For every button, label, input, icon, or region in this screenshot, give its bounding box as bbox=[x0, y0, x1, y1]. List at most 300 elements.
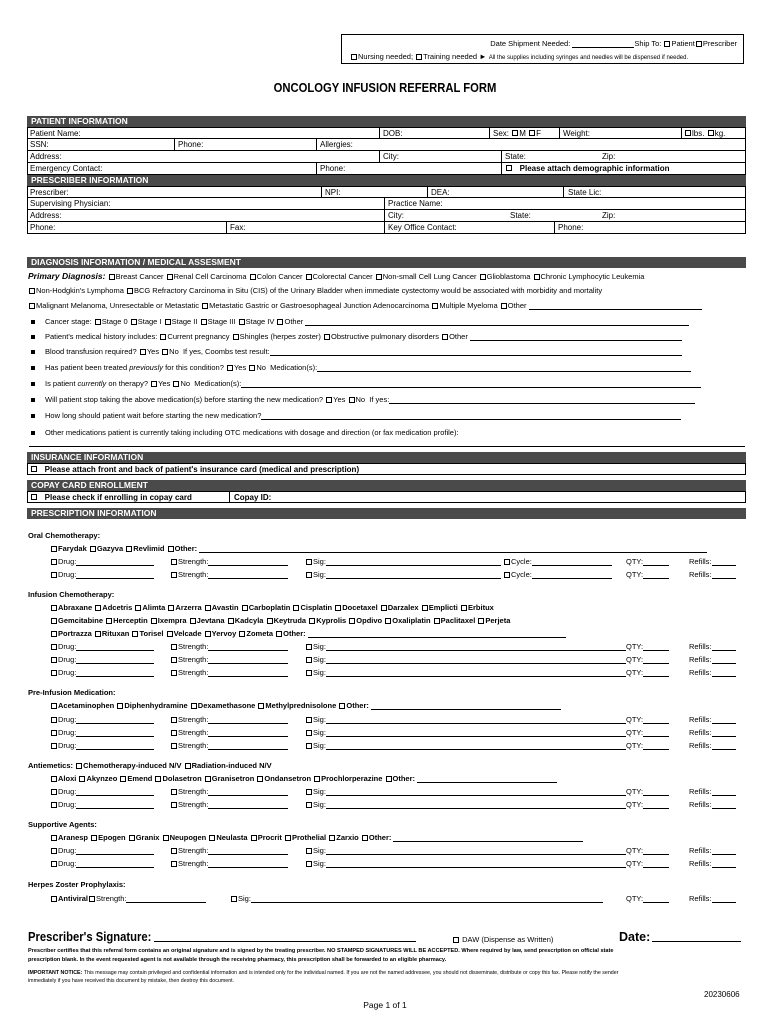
npi-label: NPI: bbox=[325, 188, 341, 197]
oral-2-sig-field[interactable] bbox=[326, 570, 501, 579]
history-label-0: Current pregnancy bbox=[167, 332, 230, 341]
shipment-line-1 bbox=[490, 39, 737, 48]
supp-2-strength: Strength: bbox=[170, 859, 288, 868]
pre-label-2: Dexamethasone bbox=[197, 701, 256, 710]
oral-2-strength-checkbox[interactable] bbox=[171, 572, 177, 578]
pre-1-drug-field[interactable] bbox=[76, 715, 154, 724]
infusion1-checkbox-5[interactable] bbox=[242, 605, 248, 611]
infusion-2-drug-checkbox[interactable] bbox=[51, 657, 57, 663]
oral-1-drug-field[interactable] bbox=[76, 557, 154, 566]
sex-field: Sex: M F bbox=[493, 129, 542, 138]
oral-other-checkbox[interactable] bbox=[168, 546, 174, 552]
infusion3-checkbox-1[interactable] bbox=[95, 631, 101, 637]
history-label-1: Shingles (herpes zoster) bbox=[239, 332, 321, 341]
oral-other-field[interactable] bbox=[199, 544, 707, 553]
key-contact-phone-label: Phone: bbox=[558, 223, 584, 232]
transfusion-no-checkbox[interactable] bbox=[162, 349, 168, 355]
prev-medications-field[interactable] bbox=[317, 363, 691, 372]
supp-1-strength-field[interactable] bbox=[208, 846, 288, 855]
date-field[interactable] bbox=[652, 941, 741, 942]
dx1-checkbox-3[interactable] bbox=[306, 274, 312, 280]
oral-2-strength-field[interactable] bbox=[208, 570, 288, 579]
supp-2-qty-field[interactable] bbox=[643, 859, 669, 868]
infusion-1-refills-field[interactable] bbox=[712, 642, 736, 651]
wait-field[interactable] bbox=[261, 411, 681, 420]
daw-checkbox[interactable] bbox=[453, 937, 459, 943]
dx1-checkbox-6[interactable] bbox=[534, 274, 540, 280]
pre-2-sig-checkbox[interactable] bbox=[306, 730, 312, 736]
nursing-checkbox[interactable] bbox=[351, 54, 357, 60]
oral-2-drug-field[interactable] bbox=[76, 570, 154, 579]
supp-checkbox-6[interactable] bbox=[285, 835, 291, 841]
infusion-2-sig-field[interactable] bbox=[326, 655, 626, 664]
supp-2-strength-checkbox[interactable] bbox=[171, 861, 177, 867]
pre-2-strength-field[interactable] bbox=[208, 728, 288, 737]
supp-2-strength-field[interactable] bbox=[208, 859, 288, 868]
supp-1-strength-checkbox[interactable] bbox=[171, 848, 177, 854]
herpes-title: Herpes Zoster Prophylaxis: bbox=[28, 880, 126, 889]
pre-1-qty-field[interactable] bbox=[643, 715, 669, 724]
supp-1-drug: Drug: bbox=[50, 846, 154, 855]
prev-yes-checkbox[interactable] bbox=[227, 365, 233, 371]
anti-1-strength-checkbox[interactable] bbox=[171, 789, 177, 795]
oral-1-cycle-field[interactable] bbox=[532, 557, 612, 566]
supp-2-drug-field[interactable] bbox=[76, 859, 154, 868]
anti-2-qty-field[interactable] bbox=[643, 800, 669, 809]
pre-other-field[interactable] bbox=[371, 701, 561, 710]
supp-1-sig: Sig: bbox=[305, 846, 626, 855]
supp-checkbox-5[interactable] bbox=[251, 835, 257, 841]
infusion3-checkbox-4[interactable] bbox=[205, 631, 211, 637]
pre-checkbox-0[interactable] bbox=[51, 703, 57, 709]
infusion-3-strength-checkbox[interactable] bbox=[171, 670, 177, 676]
patient-row-4 bbox=[27, 163, 746, 175]
lbs-checkbox[interactable] bbox=[685, 130, 691, 136]
herpes-qty-field[interactable] bbox=[643, 894, 669, 903]
pre-3-sig: Sig: bbox=[305, 741, 626, 750]
copay-header: COPAY CARD ENROLLMENT bbox=[27, 480, 746, 491]
anti-1-strength-field[interactable] bbox=[208, 787, 288, 796]
stop-if-yes-field[interactable] bbox=[389, 395, 695, 404]
diagnosis-other-field[interactable] bbox=[529, 301, 702, 310]
history-label-2: Obstructive pulmonary disorders bbox=[331, 332, 439, 341]
anti-2-drug-checkbox[interactable] bbox=[51, 802, 57, 808]
anti-1-sig-checkbox[interactable] bbox=[306, 789, 312, 795]
ssn-label: SSN: bbox=[30, 140, 49, 149]
infusion3-label-4: Yervoy bbox=[211, 629, 237, 638]
stage-checkbox-5[interactable] bbox=[277, 319, 283, 325]
weight-unit: lbs. kg. bbox=[684, 128, 725, 139]
oral-1-refills-field[interactable] bbox=[712, 557, 736, 566]
infusion2-checkbox-4[interactable] bbox=[228, 618, 234, 624]
kg-checkbox[interactable] bbox=[708, 130, 714, 136]
copay-id-label: Copay ID: bbox=[234, 493, 272, 502]
oral-2-cycle: Cycle: bbox=[503, 570, 612, 579]
supp-2-refills-field[interactable] bbox=[712, 859, 736, 868]
pre-checkbox-3[interactable] bbox=[258, 703, 264, 709]
attach-insurance-checkbox[interactable] bbox=[31, 466, 37, 472]
infusion-3-drug-checkbox[interactable] bbox=[51, 670, 57, 676]
infusion1-checkbox-10[interactable] bbox=[461, 605, 467, 611]
supp-other-field[interactable] bbox=[393, 833, 583, 842]
stage-checkbox-0[interactable] bbox=[95, 319, 101, 325]
coombs-field[interactable] bbox=[270, 347, 682, 356]
history-label-3: Other bbox=[449, 332, 468, 341]
history-checkbox-1[interactable] bbox=[233, 334, 239, 340]
pre-1-qty: QTY: bbox=[626, 715, 669, 724]
anti-other-field[interactable] bbox=[417, 774, 557, 783]
pre-1-strength-checkbox[interactable] bbox=[171, 717, 177, 723]
transfusion-row: Blood transfusion required? Yes No If yes, Coombs test result: bbox=[31, 347, 682, 356]
pre-other-checkbox[interactable] bbox=[339, 703, 345, 709]
pre-1-strength: Strength: bbox=[170, 715, 288, 724]
current-yes-checkbox[interactable] bbox=[151, 381, 157, 387]
pre-2-qty-field[interactable] bbox=[643, 728, 669, 737]
infusion1-checkbox-8[interactable] bbox=[381, 605, 387, 611]
dx1-label-5: Glioblastoma bbox=[486, 272, 531, 281]
supp-checkbox-3[interactable] bbox=[163, 835, 169, 841]
infusion-3-sig-field[interactable] bbox=[326, 668, 626, 677]
oral-1-strength-field[interactable] bbox=[208, 557, 288, 566]
infusion-3-drug-field[interactable] bbox=[76, 668, 154, 677]
supp-other-checkbox[interactable] bbox=[362, 835, 368, 841]
infusion-3-drug: Drug: bbox=[50, 668, 154, 677]
supp-2-refills: Refills: bbox=[689, 859, 736, 868]
infusion1-label-7: Docetaxel bbox=[342, 603, 378, 612]
prescriber-label: Prescriber: bbox=[30, 188, 69, 197]
copay-checkbox[interactable] bbox=[31, 494, 37, 500]
infusion-2-qty-field[interactable] bbox=[643, 655, 669, 664]
weight-label: Weight: bbox=[563, 129, 590, 138]
pre-3-strength-field[interactable] bbox=[208, 741, 288, 750]
infusion-1-strength-field[interactable] bbox=[208, 642, 288, 651]
pre-3-strength-checkbox[interactable] bbox=[171, 743, 177, 749]
pre-1-drug-checkbox[interactable] bbox=[51, 717, 57, 723]
infusion-1-sig: Sig: bbox=[305, 642, 626, 651]
infusion1-checkbox-0[interactable] bbox=[51, 605, 57, 611]
infusion-1-strength-checkbox[interactable] bbox=[171, 644, 177, 650]
dx1-checkbox-4[interactable] bbox=[376, 274, 382, 280]
anti-1-refills-field[interactable] bbox=[712, 787, 736, 796]
pre-1-strength-field[interactable] bbox=[208, 715, 288, 724]
infusion-3-qty: QTY: bbox=[626, 668, 669, 677]
transfusion-yes-checkbox[interactable] bbox=[140, 349, 146, 355]
pre-1-sig-checkbox[interactable] bbox=[306, 717, 312, 723]
oral-1-sig-field[interactable] bbox=[326, 557, 501, 566]
pre-1-drug: Drug: bbox=[50, 715, 154, 724]
supp-checkbox-1[interactable] bbox=[91, 835, 97, 841]
infusion-2-sig-checkbox[interactable] bbox=[306, 657, 312, 663]
infusion1-checkbox-3[interactable] bbox=[168, 605, 174, 611]
supp-1-drug-checkbox[interactable] bbox=[51, 848, 57, 854]
anti-1-drug-checkbox[interactable] bbox=[51, 789, 57, 795]
dx1-checkbox-5[interactable] bbox=[480, 274, 486, 280]
herpes-strength-field[interactable] bbox=[126, 894, 206, 903]
dx3-label-2: Multiple Myeloma bbox=[439, 301, 498, 310]
current-no-checkbox[interactable] bbox=[173, 381, 179, 387]
shipment-box bbox=[341, 34, 744, 64]
anti-2-strength-checkbox[interactable] bbox=[171, 802, 177, 808]
patient-row-1 bbox=[27, 127, 746, 139]
infusion1-checkbox-9[interactable] bbox=[422, 605, 428, 611]
oral-2-qty-field[interactable] bbox=[643, 570, 669, 579]
herpes-refills-field[interactable] bbox=[712, 894, 736, 903]
pre-3-drug-checkbox[interactable] bbox=[51, 743, 57, 749]
dx1-checkbox-2[interactable] bbox=[250, 274, 256, 280]
oral-1-drug: Drug: bbox=[50, 557, 154, 566]
supp-1-sig-field[interactable] bbox=[326, 846, 626, 855]
infusion2-checkbox-10[interactable] bbox=[478, 618, 484, 624]
infusion2-label-0: Gemcitabine bbox=[58, 616, 104, 625]
pre-3-sig-checkbox[interactable] bbox=[306, 743, 312, 749]
history-checkbox-3[interactable] bbox=[442, 334, 448, 340]
oral-checkbox-2[interactable] bbox=[126, 546, 132, 552]
supportive-title: Supportive Agents: bbox=[28, 820, 97, 829]
anti-other-checkbox[interactable] bbox=[386, 776, 392, 782]
nursing-label: Nursing needed; bbox=[358, 52, 416, 61]
date-shipment-label: Date Shipment Needed: bbox=[490, 39, 573, 48]
herpes-sig-field[interactable] bbox=[251, 894, 603, 903]
infusion1-checkbox-1[interactable] bbox=[95, 605, 101, 611]
signature-field[interactable] bbox=[154, 941, 416, 942]
infusion2-checkbox-3[interactable] bbox=[190, 618, 196, 624]
sex-f-checkbox[interactable] bbox=[529, 130, 535, 136]
anti-1-qty-field[interactable] bbox=[643, 787, 669, 796]
history-other-field[interactable] bbox=[470, 332, 682, 341]
copay-enroll: Please check if enrolling in copay card bbox=[30, 492, 192, 503]
infusion2-checkbox-8[interactable] bbox=[385, 618, 391, 624]
oral-1-strength-checkbox[interactable] bbox=[171, 559, 177, 565]
pre-3-sig-field[interactable] bbox=[326, 741, 626, 750]
infusion3-checkbox-2[interactable] bbox=[132, 631, 138, 637]
supp-2-sig-checkbox[interactable] bbox=[306, 861, 312, 867]
infusion1-label-1: Adcetris bbox=[102, 603, 133, 612]
prescriber-fax-label: Fax: bbox=[230, 223, 246, 232]
ship-patient-checkbox[interactable] bbox=[664, 41, 670, 47]
oral-1-qty-field[interactable] bbox=[643, 557, 669, 566]
infusion-1-qty-field[interactable] bbox=[643, 642, 669, 651]
anti-checkbox-2[interactable] bbox=[120, 776, 126, 782]
infusion-2-qty: QTY: bbox=[626, 655, 669, 664]
herpes-sig-checkbox[interactable] bbox=[231, 896, 237, 902]
oral-checkbox-0[interactable] bbox=[51, 546, 57, 552]
attach-demographic-checkbox[interactable] bbox=[506, 165, 512, 171]
infusion2-checkbox-9[interactable] bbox=[434, 618, 440, 624]
supp-2-drug-checkbox[interactable] bbox=[51, 861, 57, 867]
supp-1-sig-checkbox[interactable] bbox=[306, 848, 312, 854]
pre-checkbox-1[interactable] bbox=[117, 703, 123, 709]
dx2-checkbox-0[interactable] bbox=[29, 288, 35, 294]
infusion2-checkbox-5[interactable] bbox=[267, 618, 273, 624]
anti-checkbox-6[interactable] bbox=[314, 776, 320, 782]
dx1-checkbox-0[interactable] bbox=[109, 274, 115, 280]
infusion3-checkbox-0[interactable] bbox=[51, 631, 57, 637]
oral-1-sig-checkbox[interactable] bbox=[306, 559, 312, 565]
infusion-1-sig-field[interactable] bbox=[326, 642, 626, 651]
supp-1-drug-field[interactable] bbox=[76, 846, 154, 855]
supp-checkbox-7[interactable] bbox=[329, 835, 335, 841]
current-medications-field[interactable] bbox=[241, 379, 701, 388]
treated-previously-row: Has patient been treated previously for this condition? Yes No Medication(s): bbox=[31, 363, 691, 372]
stage-checkbox-3[interactable] bbox=[201, 319, 207, 325]
anti-head-checkbox-1[interactable] bbox=[185, 763, 191, 769]
anti-2-refills-field[interactable] bbox=[712, 800, 736, 809]
infusion2-label-6: Kyprolis bbox=[316, 616, 347, 625]
patient-row-2 bbox=[27, 139, 746, 151]
infusion-2-refills-field[interactable] bbox=[712, 655, 736, 664]
infusion1-checkbox-6[interactable] bbox=[293, 605, 299, 611]
supervising-physician-label: Supervising Physician: bbox=[30, 199, 111, 208]
infusion1-checkbox-7[interactable] bbox=[335, 605, 341, 611]
dx2-checkbox-1[interactable] bbox=[127, 288, 133, 294]
dx1-label-3: Colorectal Cancer bbox=[312, 272, 373, 281]
infusion-3-refills-field[interactable] bbox=[712, 668, 736, 677]
infusion3-label-0: Portrazza bbox=[58, 629, 92, 638]
anti-2-drug-field[interactable] bbox=[76, 800, 154, 809]
pre-2-refills-field[interactable] bbox=[712, 728, 736, 737]
stage-checkbox-4[interactable] bbox=[239, 319, 245, 325]
oral-2-sig-checkbox[interactable] bbox=[306, 572, 312, 578]
infusion2-checkbox-2[interactable] bbox=[151, 618, 157, 624]
pre-3-drug: Drug: bbox=[50, 741, 154, 750]
infusion1-label-4: Avastin bbox=[211, 603, 239, 612]
pre-checkbox-2[interactable] bbox=[191, 703, 197, 709]
infusion3-label-5: Zometa bbox=[246, 629, 274, 638]
pre-2-sig-field[interactable] bbox=[326, 728, 626, 737]
training-label: Training needed bbox=[423, 52, 478, 61]
stage-checkbox-2[interactable] bbox=[165, 319, 171, 325]
prescriber-row-1 bbox=[27, 186, 746, 198]
oral-2-drug-checkbox[interactable] bbox=[51, 572, 57, 578]
oral-2-cycle-checkbox[interactable] bbox=[504, 572, 510, 578]
supp-1-qty: QTY: bbox=[626, 846, 669, 855]
infusion3-other-field[interactable] bbox=[308, 629, 566, 638]
form-code: 20230606 bbox=[704, 990, 740, 999]
ship-prescriber-checkbox[interactable] bbox=[696, 41, 702, 47]
supp-label-3: Neupogen bbox=[169, 833, 207, 842]
anti-1-sig: Sig: bbox=[305, 787, 626, 796]
infusion-1-drug-checkbox[interactable] bbox=[51, 644, 57, 650]
pre-2-drug-field[interactable] bbox=[76, 728, 154, 737]
stop-no-checkbox[interactable] bbox=[349, 397, 355, 403]
pre-3-refills-field[interactable] bbox=[712, 741, 736, 750]
anti-2-strength: Strength: bbox=[170, 800, 288, 809]
pre-2-strength-checkbox[interactable] bbox=[171, 730, 177, 736]
history-checkbox-0[interactable] bbox=[160, 334, 166, 340]
oral-2-refills-field[interactable] bbox=[712, 570, 736, 579]
infusion3-checkbox-5[interactable] bbox=[239, 631, 245, 637]
dea-label: DEA: bbox=[431, 188, 450, 197]
anti-checkbox-4[interactable] bbox=[205, 776, 211, 782]
infusion-3-sig-checkbox[interactable] bbox=[306, 670, 312, 676]
infusion1-checkbox-2[interactable] bbox=[135, 605, 141, 611]
infusion2-checkbox-0[interactable] bbox=[51, 618, 57, 624]
stage-other-field[interactable] bbox=[305, 317, 689, 326]
pre-2-drug-checkbox[interactable] bbox=[51, 730, 57, 736]
pre-1-refills-field[interactable] bbox=[712, 715, 736, 724]
pre-1-sig-field[interactable] bbox=[326, 715, 626, 724]
dx3-checkbox-1[interactable] bbox=[202, 303, 208, 309]
oral-1-drug-checkbox[interactable] bbox=[51, 559, 57, 565]
infusion3-checkbox-3[interactable] bbox=[167, 631, 173, 637]
attach-demographic: Please attach demographic information bbox=[505, 163, 669, 174]
anti-checkbox-5[interactable] bbox=[257, 776, 263, 782]
oral-2-cycle-field[interactable] bbox=[532, 570, 612, 579]
infusion2-label-2: Ixempra bbox=[157, 616, 187, 625]
dx3-checkbox-3[interactable] bbox=[501, 303, 507, 309]
anti-2-refills: Refills: bbox=[689, 800, 736, 809]
pre-2-strength: Strength: bbox=[170, 728, 288, 737]
state-lic-label: State Lic: bbox=[568, 188, 602, 197]
dx3-checkbox-2[interactable] bbox=[432, 303, 438, 309]
infusion2-checkbox-6[interactable] bbox=[309, 618, 315, 624]
supp-checkbox-4[interactable] bbox=[209, 835, 215, 841]
pre-label-1: Diphenhydramine bbox=[124, 701, 188, 710]
supp-1-refills-field[interactable] bbox=[712, 846, 736, 855]
dx1-checkbox-1[interactable] bbox=[167, 274, 173, 280]
infusion2-checkbox-1[interactable] bbox=[106, 618, 112, 624]
oral-checkbox-1[interactable] bbox=[90, 546, 96, 552]
anti-checkbox-1[interactable] bbox=[79, 776, 85, 782]
infusion-3-qty-field[interactable] bbox=[643, 668, 669, 677]
herpes-strength-checkbox[interactable] bbox=[89, 896, 95, 902]
stop-medication-row: Will patient stop taking the above medication(s) before starting the new medication? Yes No If yes: bbox=[31, 395, 695, 404]
anti-2-sig-field[interactable] bbox=[326, 800, 626, 809]
supp-checkbox-2[interactable] bbox=[129, 835, 135, 841]
date-shipment-field[interactable] bbox=[572, 39, 634, 48]
oral-1-cycle-checkbox[interactable] bbox=[504, 559, 510, 565]
anti-2-sig-checkbox[interactable] bbox=[306, 802, 312, 808]
infusion2-checkbox-7[interactable] bbox=[349, 618, 355, 624]
stage-checkbox-1[interactable] bbox=[131, 319, 137, 325]
antiviral-checkbox[interactable] bbox=[51, 896, 57, 902]
infusion1-checkbox-4[interactable] bbox=[205, 605, 211, 611]
prescriber-city-label: City: bbox=[388, 211, 404, 220]
infusion-2-strength-checkbox[interactable] bbox=[171, 657, 177, 663]
prev-no-checkbox[interactable] bbox=[249, 365, 255, 371]
anti-checkbox-3[interactable] bbox=[155, 776, 161, 782]
infusion-2-strength-field[interactable] bbox=[208, 655, 288, 664]
supp-1-qty-field[interactable] bbox=[643, 846, 669, 855]
infusion-3-strength-field[interactable] bbox=[208, 668, 288, 677]
anti-2-strength-field[interactable] bbox=[208, 800, 288, 809]
dx3-checkbox-0[interactable] bbox=[29, 303, 35, 309]
sex-m-checkbox[interactable] bbox=[512, 130, 518, 136]
emergency-contact-label: Emergency Contact: bbox=[30, 164, 103, 173]
pre-3-drug-field[interactable] bbox=[76, 741, 154, 750]
infusion1-options bbox=[50, 603, 494, 612]
stop-yes-checkbox[interactable] bbox=[326, 397, 332, 403]
infusion-2-drug-field[interactable] bbox=[76, 655, 154, 664]
supp-2-sig-field[interactable] bbox=[326, 859, 626, 868]
infusion3-other-checkbox[interactable] bbox=[276, 631, 282, 637]
pre-3-qty-field[interactable] bbox=[643, 741, 669, 750]
anti-1-sig-field[interactable] bbox=[326, 787, 626, 796]
supp-checkbox-0[interactable] bbox=[51, 835, 57, 841]
anti-checkbox-0[interactable] bbox=[51, 776, 57, 782]
infusion-1-drug-field[interactable] bbox=[76, 642, 154, 651]
patient-address-label: Address: bbox=[30, 152, 62, 161]
infusion-3-refills: Refills: bbox=[689, 668, 736, 677]
infusion-1-sig-checkbox[interactable] bbox=[306, 644, 312, 650]
anti-head-checkbox-0[interactable] bbox=[76, 763, 82, 769]
infusion-1-drug: Drug: bbox=[50, 642, 154, 651]
training-checkbox[interactable] bbox=[416, 54, 422, 60]
history-checkbox-2[interactable] bbox=[324, 334, 330, 340]
infusion2-label-7: Opdivo bbox=[356, 616, 383, 625]
infusion2-options bbox=[50, 616, 510, 625]
anti-1-drug-field[interactable] bbox=[76, 787, 154, 796]
